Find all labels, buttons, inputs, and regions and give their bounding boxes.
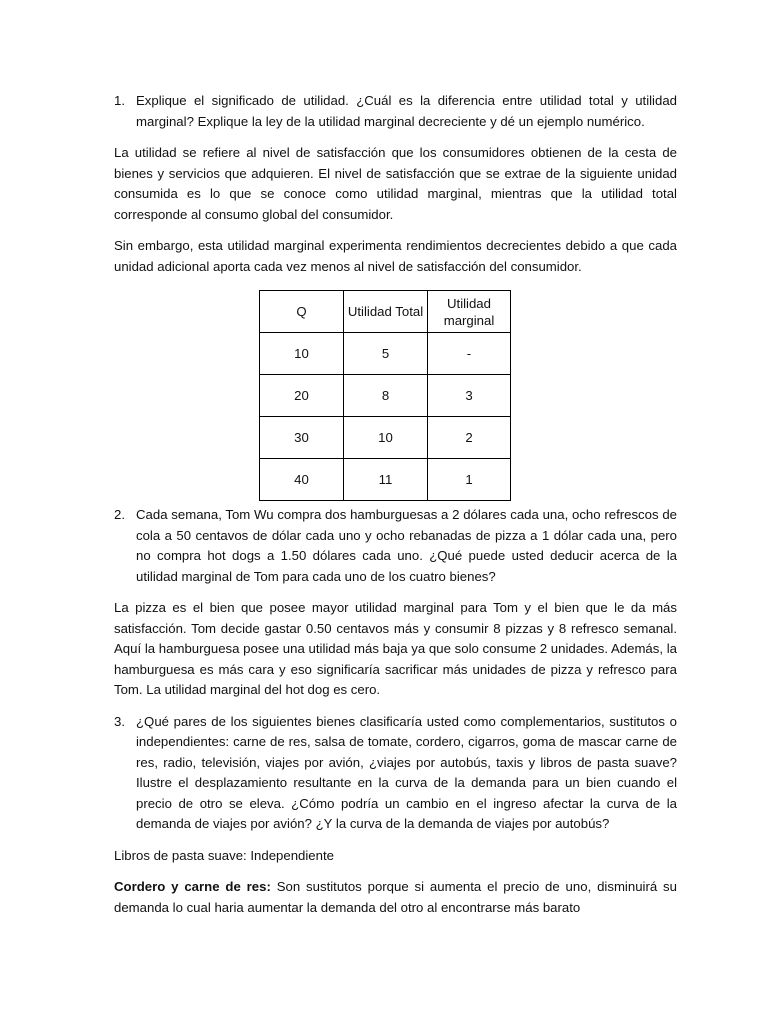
table-cell: 30 [260,417,344,459]
table-header-cell: Utilidad marginal [428,291,511,333]
answer-books-text: Libros de pasta suave: Independiente [114,847,334,863]
table-cell: 10 [344,417,428,459]
table-cell: 3 [428,375,511,417]
answer-3-books [114,846,677,867]
table-cell: 1 [428,459,511,501]
table-cell: 5 [344,333,428,375]
answer-1-paragraph-1: La utilidad se refiere al nivel de satisfacción que los consumidores obtienen de la cesta de bienes y servicios que adquieren. El nivel de satisfacción que se extrae de la siguiente unidad consumida es lo que se conoce como utilidad marginal, mientras que la utilidad total corresponde al consumo global del consumidor. [114,145,677,222]
table-cell: 11 [344,459,428,501]
table-cell: 40 [260,459,344,501]
table-row [260,375,511,417]
table-cell: - [428,333,511,375]
table-cell: 10 [260,333,344,375]
answer-1-paragraph-2: Sin embargo, esta utilidad marginal experimenta rendimientos decrecientes debido a que cada unidad adicional aporta cada vez menos al nivel de satisfacción del consumidor. [114,238,677,274]
question-2 [114,505,677,587]
table-cell: 20 [260,375,344,417]
question-number: 1. [114,93,125,108]
document-content [114,91,677,918]
table-header-cell: Utilidad Total [344,291,428,333]
question-3 [114,712,677,835]
answer-3-meat [114,877,677,918]
question-text: Explique el significado de utilidad. ¿Cuál es la diferencia entre utilidad total y utilidad marginal? Explique la ley de la utilidad marginal decreciente y dé un ejemplo numérico. [136,93,677,129]
table-cell: 8 [344,375,428,417]
answer-2-paragraph: La pizza es el bien que posee mayor utilidad marginal para Tom y el bien que le da más satisfacción. Tom decide gastar 0.50 centavos más y consumir 8 pizzas y 8 refresco semanal. Aquí la hamburguesa posee una utilidad más baja ya que solo consume 2 unidades. Además, la hamburguesa es más cara y eso significaría sacrificar más unidades de pizza y refresco para Tom. La utilidad marginal del hot dog es cero. [114,600,677,697]
question-number: 2. [114,507,125,522]
table-header-row [260,291,511,333]
question-number: 3. [114,713,125,729]
question-text: ¿Qué pares de los siguientes bienes clasificaría usted como complementarios, sustitutos o independientes: carne de res, salsa de tomate, cordero, cigarros, goma de mascar carne de res, radio, televisión, viajes por avión, ¿viajes por autobús, taxis y libros de pasta suave? Ilustre el desplazamiento resultante en la curva de la demanda para un bien cuando el precio de otro se eleva. ¿Cómo podría un cambio en el ingreso afectar la curva de la demanda de viajes por avión? ¿Y la curva de la demanda de viajes por autobús? [136,713,677,831]
question-1 [114,91,677,132]
table-row [260,333,511,375]
table-cell: 2 [428,417,511,459]
question-text: Cada semana, Tom Wu compra dos hamburguesas a 2 dólares cada una, ocho refrescos de cola a 50 centavos de dólar cada uno y ocho rebanadas de pizza a 1 dólar cada una, pero no compra hot dogs a 1.50 dólares cada uno. ¿Qué puede usted deducir acerca de la utilidad marginal de Tom para cada uno de los cuatro bienes? [136,507,677,584]
table-header-cell: Q [260,291,344,333]
answer-meat-text: Son sustitutos porque si aumenta el precio de uno, disminuirá su demanda lo cual haria aumentar la demanda del otro al encontrarse más barato [114,879,677,915]
utility-table [259,290,511,501]
table-row [260,417,511,459]
table-row [260,459,511,501]
answer-meat-label: Cordero y carne de res: [114,879,271,894]
